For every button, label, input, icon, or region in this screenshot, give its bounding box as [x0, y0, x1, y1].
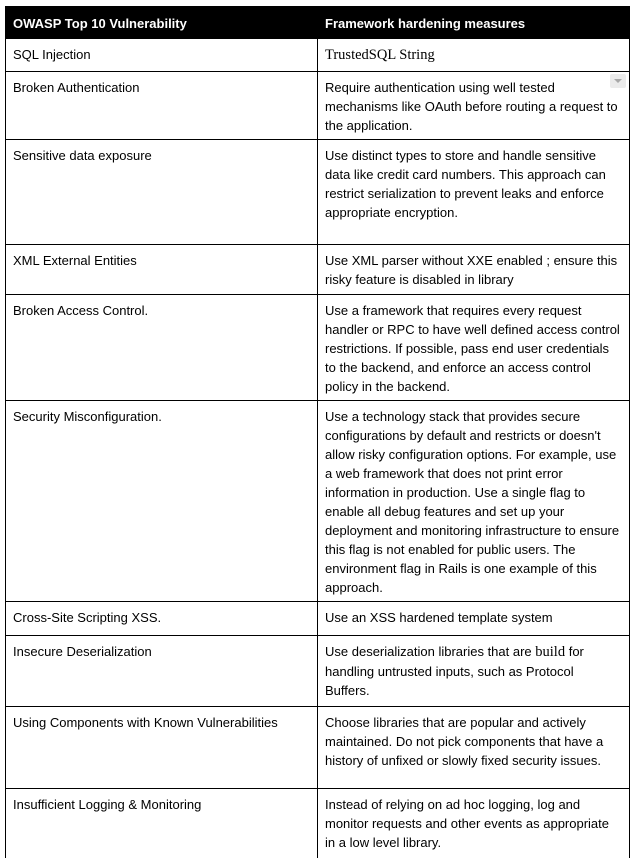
measure-cell	[318, 39, 630, 72]
table-header-row	[6, 7, 630, 39]
vulnerability-cell: XML External Entities	[6, 245, 318, 295]
text-run: build	[535, 644, 566, 660]
vulnerability-cell: Cross-Site Scripting XSS.	[6, 602, 318, 636]
vulnerability-cell: Broken Access Control.	[6, 295, 318, 401]
measure-cell: Use distinct types to store and handle sensitive data like credit card numbers. This approach can restrict serialization to prevent leaks and enforce appropriate encryption.	[318, 140, 630, 245]
table-row	[6, 789, 630, 858]
vulnerability-cell: Sensitive data exposure	[6, 140, 318, 245]
measure-cell	[318, 636, 630, 707]
table-row	[6, 401, 630, 602]
header-cell-vulnerability: OWASP Top 10 Vulnerability	[6, 7, 318, 39]
text-run: Use deserialization libraries that are	[325, 644, 536, 659]
table-row	[6, 295, 630, 401]
measure-cell: Instead of relying on ad hoc logging, log and monitor requests and other events as appropriate in a low level library.	[318, 789, 630, 858]
measure-cell: Use an XSS hardened template system	[318, 602, 630, 636]
text-run: TrustedSQL String	[325, 47, 435, 63]
measure-cell: Choose libraries that are popular and actively maintained. Do not pick components that have a history of unfixed or slowly fixed security issues.	[318, 707, 630, 789]
table-row	[6, 707, 630, 789]
table-row	[6, 245, 630, 295]
table-row	[6, 72, 630, 140]
owasp-hardening-table	[5, 6, 630, 858]
measure-cell: Use XML parser without XXE enabled ; ensure this risky feature is disabled in library	[318, 245, 630, 295]
vulnerability-cell: Using Components with Known Vulnerabilities	[6, 707, 318, 789]
table-row	[6, 636, 630, 707]
measure-cell	[318, 72, 630, 140]
measure-cell: Use a technology stack that provides secure configurations by default and restricts or doesn't allow risky configuration options. For example, use a web framework that does not print error information in production. Use a single flag to enable all debug features and set up your deployment and monitoring infrastructure to ensure this flag is not enabled for public users. The environment flag in Rails is one example of this approach.	[318, 401, 630, 602]
header-cell-measures: Framework hardening measures	[318, 7, 630, 39]
text-run: for handling untrusted inputs, such as Protocol Buffers.	[325, 644, 584, 698]
vulnerability-cell: Insufficient Logging & Monitoring	[6, 789, 318, 858]
vulnerability-cell: Insecure Deserialization	[6, 636, 318, 707]
chevron-down-icon	[614, 79, 622, 83]
table-row	[6, 140, 630, 245]
table-row	[6, 39, 630, 72]
vulnerability-cell: SQL Injection	[6, 39, 318, 72]
table-row	[6, 602, 630, 636]
measure-text: Require authentication using well tested mechanisms like OAuth before routing a request to the application.	[325, 80, 618, 133]
measure-cell: Use a framework that requires every request handler or RPC to have well defined access control restrictions. If possible, pass end user credentials to the backend, and enforce an access control policy in the backend.	[318, 295, 630, 401]
collapsed-comment-chevron-down-icon[interactable]	[610, 74, 626, 88]
vulnerability-cell: Security Misconfiguration.	[6, 401, 318, 602]
vulnerability-cell: Broken Authentication	[6, 72, 318, 140]
